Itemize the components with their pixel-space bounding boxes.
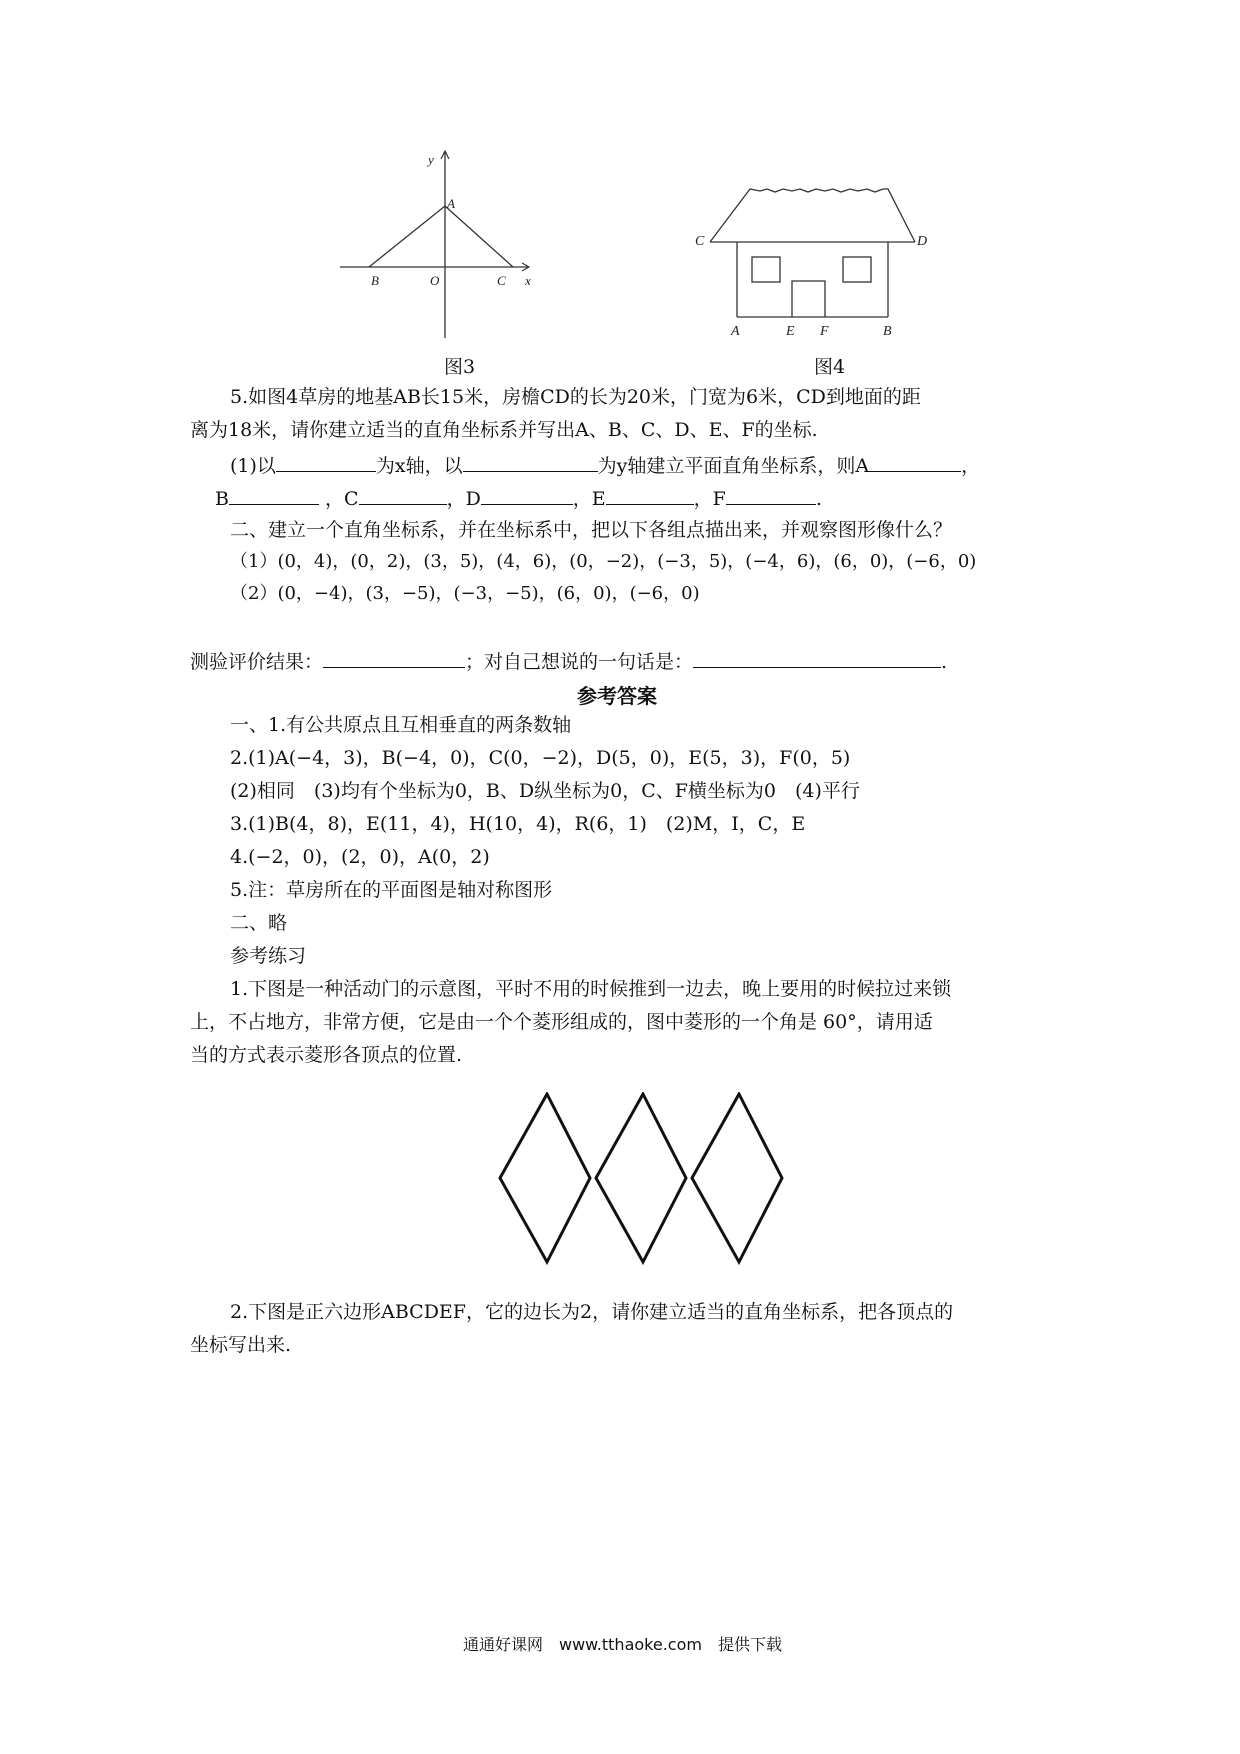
line-end: . [815,488,822,510]
evaluation-end: . [941,651,948,673]
point-a-label: A [731,324,740,339]
section-2-group-1: （1）(0，4)，(0，2)，(3，5)，(4，6)，(0，−2)，(−3，5)，(−4，6)，(6，0)，(−6，0) [230,551,977,572]
x-axis-blank[interactable] [276,451,376,472]
self-message-label: ；对自己想说的一句话是： [465,651,694,673]
label-f: ，F [693,488,726,510]
figure-4 [695,175,940,340]
section-2-group-2: （2）(0，−4)，(3，−5)，(−3，−5)，(6，0)，(−6，0) [230,583,700,604]
a-coordinate-blank[interactable] [869,451,961,472]
answer-line: 5.注：草房所在的平面图是轴对称图形 [230,879,553,901]
origin-label: O [430,273,440,288]
point-d-label: D [917,234,928,249]
part-1-end: ， [961,455,981,477]
e-coordinate-blank[interactable] [606,484,694,505]
rhombus-door-figure [495,1092,795,1267]
label-e: ，E [572,488,606,510]
point-b-label: B [371,273,379,288]
part-1-prefix: (1)以 [230,455,276,477]
answer-line: 3.(1)B(4，8)，E(11，4)，H(10，4)，R(6，1) (2)M，I，C，E [230,813,806,835]
answer-line: 2.(1)A(−4，3)，B(−4，0)，C(0，−2)，D(5，0)，E(5，3)，F(0，5) [230,747,851,769]
answers-heading: 参考答案 [577,684,657,708]
problem-5-line-1: 5.如图4草房的地基AB长15米，房檐CD的长为20米，门宽为6米，CD到地面的距 [230,386,921,408]
rhombus-1 [500,1094,590,1262]
c-coordinate-blank[interactable] [359,484,447,505]
figure-3 [340,150,540,340]
point-f-label: F [820,324,829,339]
page-footer: 通通好课网 www.tthaoke.com 提供下载 [463,1635,782,1654]
practice-1-line-2: 上，不占地方，非常方便，它是由一个个菱形组成的，图中菱形的一个角是 60°，请用适 [190,1011,933,1033]
figure-4-caption: 图4 [814,356,846,378]
part-1-suffix: 为y轴建立平面直角坐标系，则A [597,455,870,477]
label-d: ，D [446,488,481,510]
problem-5-line-2: 离为18米，请你建立适当的直角坐标系并写出A、B、C、D、E、F的坐标. [190,419,818,441]
practice-1-line-3: 当的方式表示菱形各顶点的位置. [190,1044,463,1066]
d-coordinate-blank[interactable] [481,484,573,505]
label-b: B [215,488,229,510]
rhombus-3 [692,1094,782,1262]
b-coordinate-blank[interactable] [229,484,319,505]
evaluation-line [190,647,947,675]
problem-5-coordinates-line [215,484,822,512]
f-coordinate-blank[interactable] [726,484,816,505]
point-b-label: B [883,324,892,339]
evaluation-result-blank[interactable] [323,647,465,668]
y-axis-blank[interactable] [463,451,598,472]
answer-line: 二、略 [230,912,288,934]
point-a-label: A [447,196,455,211]
practice-2-line-2: 坐标写出来. [190,1334,292,1356]
practice-2-line-1: 2.下图是正六边形ABCDEF，它的边长为2，请你建立适当的直角坐标系，把各顶点的 [230,1301,954,1323]
x-axis-label: x [525,273,531,288]
label-c: ，C [325,488,359,510]
evaluation-label: 测验评价结果： [190,651,324,673]
section-2-title: 二、建立一个直角坐标系，并在坐标系中，把以下各组点描出来，并观察图形像什么？ [230,519,953,541]
answer-line: (2)相同 (3)均有个坐标为0，B、D纵坐标为0，C、F横坐标为0 (4)平行 [230,780,860,802]
practice-1-line-1: 1.下图是一种活动门的示意图，平时不用的时候推到一边去，晚上要用的时候拉过来锁 [230,978,952,1000]
practice-heading: 参考练习 [230,945,307,967]
point-c-label: C [497,273,506,288]
y-axis-label: y [428,152,434,167]
part-1-mid: 为x轴，以 [375,455,463,477]
answer-line: 一、1.有公共原点且互相垂直的两条数轴 [230,714,572,736]
answer-line: 4.(−2，0)，(2，0)，A(0，2) [230,846,490,868]
point-e-label: E [786,324,795,339]
rhombus-2 [596,1094,686,1262]
self-message-blank[interactable] [693,647,941,668]
point-c-label: C [695,234,705,249]
figure-3-caption: 图3 [444,356,476,378]
problem-5-part-1 [230,451,980,479]
